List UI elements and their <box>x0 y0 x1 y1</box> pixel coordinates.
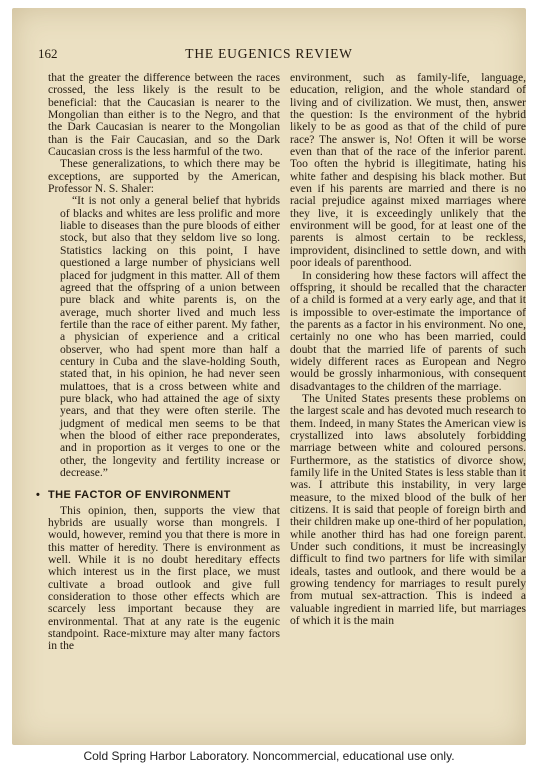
paragraph: These generalizations, to which there may be exceptions, are supported by the American, Professor N. S. Shaler: <box>48 157 280 196</box>
block-quote: “It is not only a general belief that hybrids of blacks and whites are less prolific and more liable to diseases than the pure bloods of either stock, but also that they seldom live so long. Statistics lacking on this point, I have questioned a large number of physicians well placed for judgment in this matter. All of them agreed that the offspring of a union between pure black and white parents is, on the average, much shorter lived and much less fertile than the race of either parent. My father, a physician of experience and a critical observer, who had spent more than half a century in Cuba and the slave-holding South, stated that, in his opinion, he had never seen mulattoes, that is a cross between white and pure black, who had attained the age of sixty years, and that they were often sterile. The judgment of medical men seems to be that when the blood of either race preponderates, and in proportion as it verges to one or the other, the longevity and fertility increase or decrease.” <box>60 194 280 479</box>
right-column <box>290 72 526 627</box>
left-column <box>36 71 280 653</box>
page-number: 162 <box>38 46 58 61</box>
bullet-mark: • <box>36 489 41 502</box>
paragraph: In considering how these factors will affect the offspring, it should be recalled that the character of a child is formed at a very early age, and that it is impossible to over-estimate the importance of the parents as a factor in his environment. No one, certainly no one who has been married, could doubt that the married life of parents of such widely different races as European and Negro would be grossly inharmonious, with consequent disadvantages to the children of the marriage. <box>290 268 526 393</box>
paragraph: that the greater the difference between the races crossed, the less likely is the result to be beneficial: that the Caucasian is nearer to the Mongolian than either is to the Negro, and that the Dark Caucasian is nearer to the Mongolian than is the Fair Caucasian, and so the Dark Caucasian cross is the less harmful of the two. <box>48 71 280 159</box>
section-heading <box>36 489 280 502</box>
footer-credit: Cold Spring Harbor Laboratory. Noncommercial, educational use only. <box>83 749 455 763</box>
page-header <box>12 46 526 66</box>
section-heading-text: THE FACTOR OF ENVIRONMENT <box>48 489 231 502</box>
paragraph: The United States presents these problems on the largest scale and has devoted much research to them. Indeed, in many States the American view is crystallized into laws absolutely forbidding marriage between white and coloured persons. Furthermore, as the statistics of divorce show, family life in the United States is less stable than it was. I attribute this instability, in very large measure, to the mixed blood of the bulk of her citizens. It is said that people of foreign birth and their children make up one-third of her population, while another third has had one foreign parent. Under such conditions, it must be increasingly difficult to find two partners for life with similar ideals, tastes and outlook, and there would be a growing tendency for marriages to result purely from mutual sex-attraction. This is indeed a valuable ingredient in married life, but marriages of which it is the main <box>290 391 526 628</box>
paragraph: This opinion, then, supports the view that hybrids are usually worse than mongrels. I would, however, remind you that there is more in this matter of heredity. There is environment as well. While it is no doubt hereditary effects which interest us in the first place, we must cultivate a broad outlook and give full consideration to those other effects which are scarcely less important because they are environmental. That at any rate is the eugenic standpoint. Race-mixture may alter many factors in the <box>48 503 280 653</box>
book-page <box>12 8 526 745</box>
paragraph: environment, such as family-life, language, education, religion, and the whole standard of living and of civilization. We must, then, answer the question: Is the environment of the hybrid likely to be as good as that of the child of pure race? The answer is, No! Often it will be worse even than that of the race of the inferior parent. Too often the hybrid is illegitimate, hating his white father and despising his black mother. But even if his parents are married and there is no racial prejudice against mixed marriages where they live, it is exceedingly unlikely that the environment will be good, for at least one of the parents is almost certain to be reckless, improvident, disinclined to settle down, and with poor ideals of parenthood. <box>290 71 526 270</box>
running-head: THE EUGENICS REVIEW <box>185 46 353 61</box>
